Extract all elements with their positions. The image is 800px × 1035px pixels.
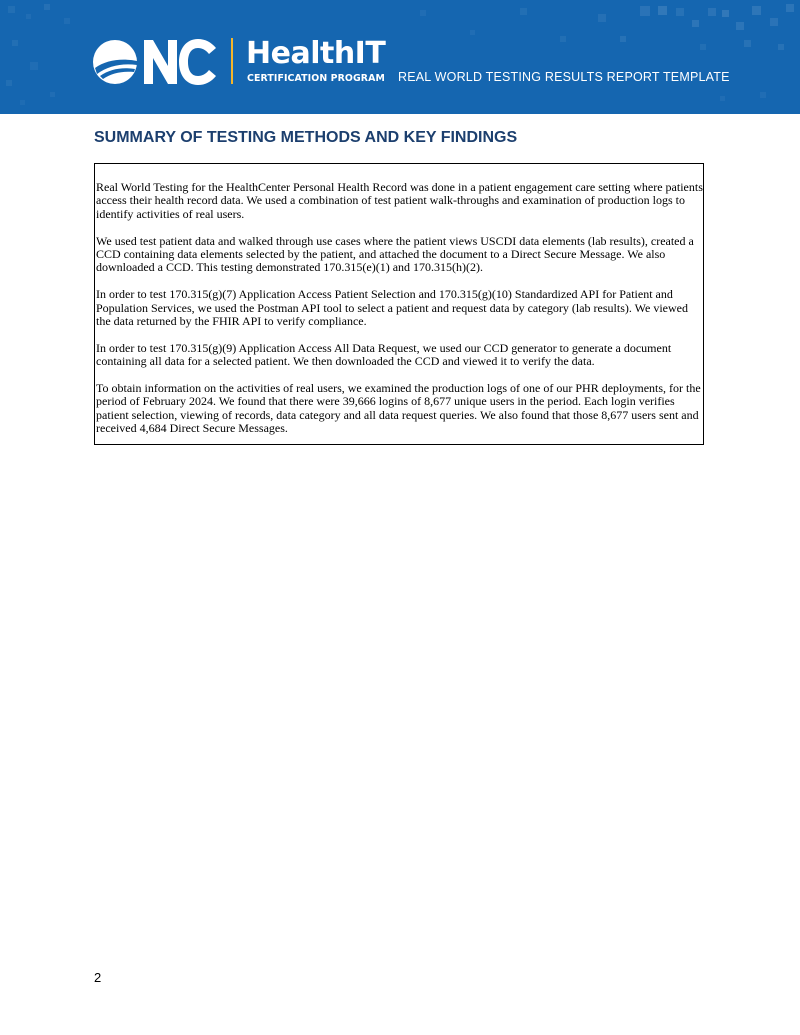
logo-brand-name: HealthIT (246, 36, 386, 71)
section-heading: SUMMARY OF TESTING METHODS AND KEY FINDINGS (94, 129, 518, 146)
page-number: 2 (94, 970, 102, 985)
summary-paragraph: In order to test 170.315(g)(7) Application Access Patient Selection and 170.315(g)(10) Standardized API for Patient and Population Services, we used the Postman API tool to select a patient and request data by category (lab results). We viewed the data returned by the FHIR API to verify compliance. (96, 287, 688, 329)
onc-logo-mark (92, 38, 218, 86)
logo-divider (231, 38, 233, 84)
summary-paragraph: In order to test 170.315(g)(9) Application Access All Data Request, we used our CCD generator to generate a document containing all data for a selected patient. We then downloaded the CCD and viewed it to verify the data. (96, 340, 672, 369)
page-header-banner (0, 0, 800, 114)
summary-paragraph: To obtain information on the activities of real users, we examined the production logs of one of our PHR deployments, for the period of February 2024. We found that there were 39,666 logins of 8,677 unique users in the period. Each login verifies patient selection, viewing of records, data category and all data request queries. We also found that those 8,677 users sent and received 4,684 Direct Secure Messages. (96, 381, 701, 436)
summary-text-box (94, 163, 704, 445)
logo-brand-subtitle: CERTIFICATION PROGRAM (247, 73, 385, 84)
summary-paragraph: We used test patient data and walked through use cases where the patient views USCDI data elements (lab results), created a CCD containing data elements selected by the patient, and attached the document to a Direct Secure Message. We also downloaded a CCD. This testing demonstrated 170.315(e)(1) and 170.315(h)(2). (96, 233, 694, 275)
document-title: REAL WORLD TESTING RESULTS REPORT TEMPLATE (398, 70, 730, 84)
summary-paragraph: Real World Testing for the HealthCenter Personal Health Record was done in a patient engagement care setting where patients access their health record data. We used a combination of test patient walk-throughs and examination of production logs to identify activities of real users. (96, 180, 703, 221)
